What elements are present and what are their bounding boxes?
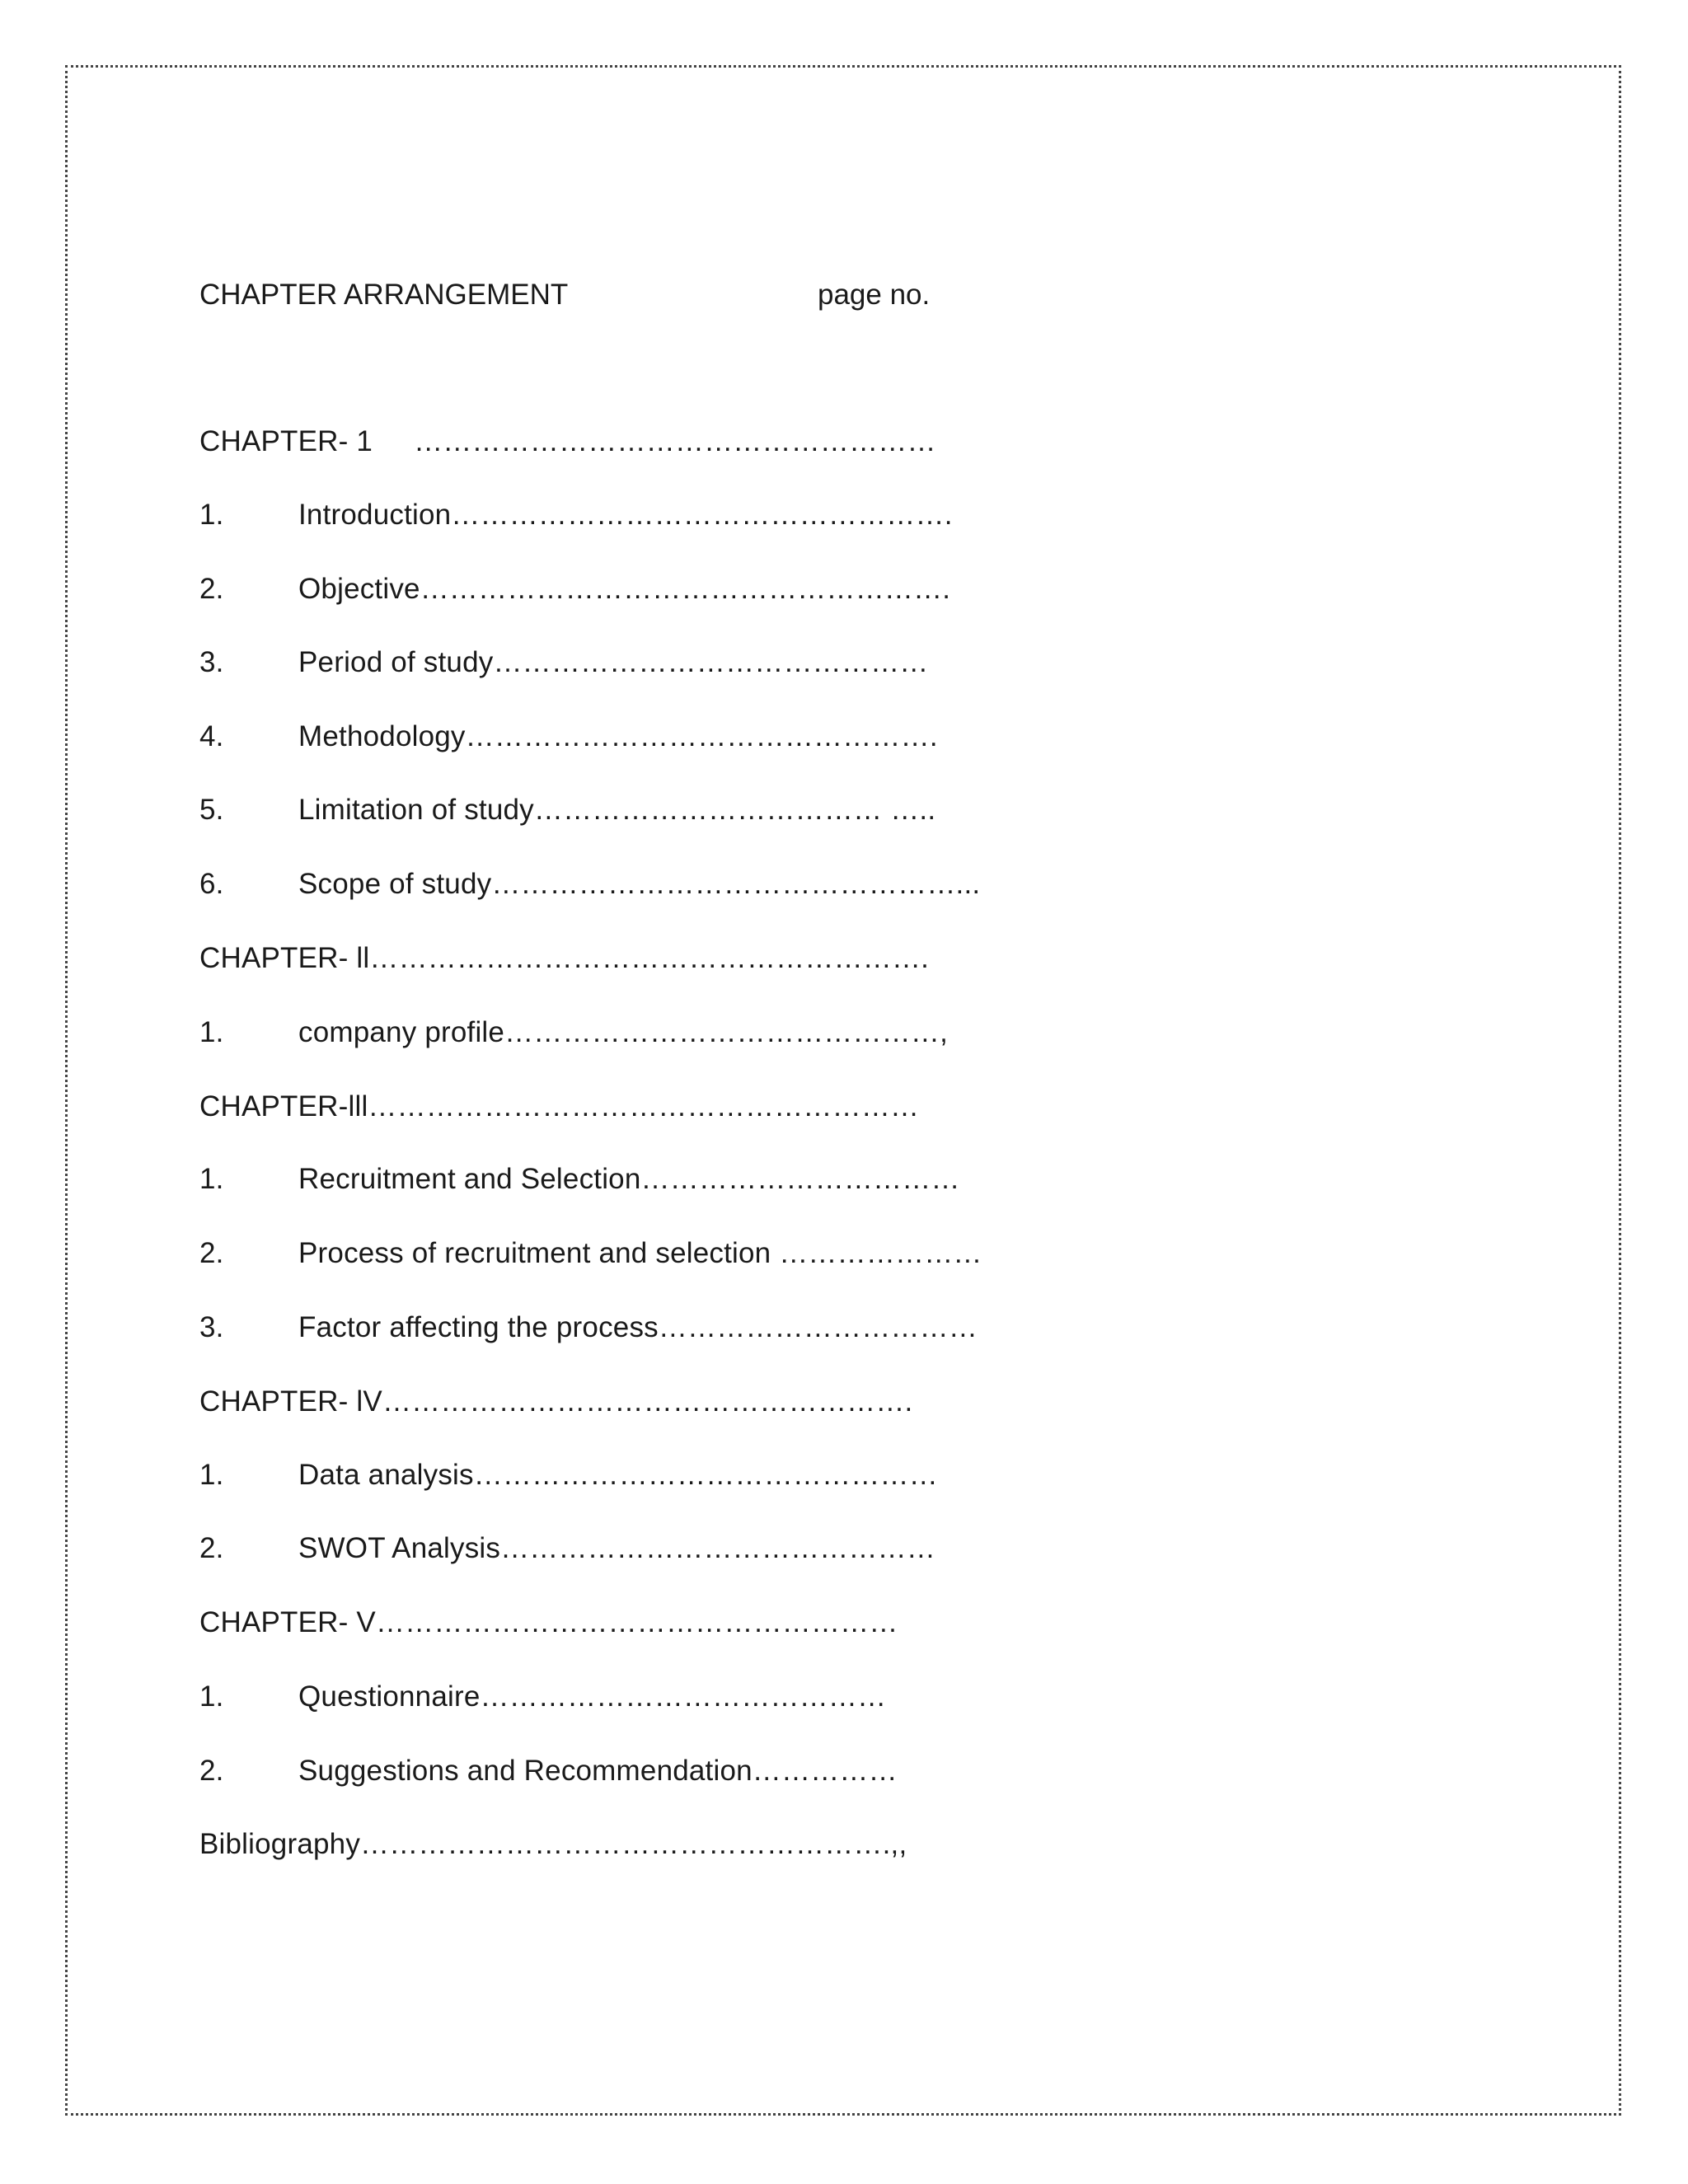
toc-item-label: Period of study……………………………………… <box>298 646 929 678</box>
toc-item-number: 5. <box>199 794 224 826</box>
toc-item-label: Questionnaire…………………………………… <box>298 1680 887 1713</box>
page-no-label: page no. <box>818 279 931 311</box>
toc-title: CHAPTER ARRANGEMENT <box>199 279 569 311</box>
toc-item-label: Factor affecting the process…………………………… <box>298 1311 978 1343</box>
toc-item-number: 1. <box>199 1163 224 1195</box>
toc-leader: ……………………………………………… <box>414 425 936 457</box>
toc-item-number: 1. <box>199 499 224 531</box>
toc-item-label: Scope of study…………………………………………... <box>298 868 981 900</box>
toc-label: CHAPTER- V……………………………………………… <box>199 1606 898 1638</box>
toc-label: Bibliography……………………………………………….,, <box>199 1828 907 1860</box>
toc-item-label: Methodology…………………………………………. <box>298 720 938 752</box>
toc-item-number: 6. <box>199 868 224 900</box>
toc-item <box>199 1748 898 1794</box>
toc-item-label: Introduction……………………………………………. <box>298 499 953 531</box>
toc-item <box>199 1305 978 1351</box>
toc-bibliography <box>199 1821 907 1868</box>
toc-item-number: 1. <box>199 1016 224 1048</box>
toc-item-label: SWOT Analysis……………………………………… <box>298 1532 936 1564</box>
toc-chapter-1 <box>199 419 936 465</box>
toc-item <box>199 1156 960 1202</box>
toc-chapter-2 <box>199 935 929 982</box>
toc-item <box>199 1010 948 1056</box>
toc-item <box>199 1452 938 1498</box>
toc-chapter-3 <box>199 1084 919 1130</box>
toc-item-label: Recruitment and Selection…………………………… <box>298 1163 960 1195</box>
toc-item <box>199 1230 982 1277</box>
toc-item-number: 4. <box>199 720 224 752</box>
toc-item-label: Limitation of study……………………………… ….. <box>298 794 936 826</box>
toc-chapter-5 <box>199 1600 898 1646</box>
toc-item <box>199 566 950 612</box>
toc-item <box>199 492 953 538</box>
toc-item <box>199 640 928 686</box>
toc-label: CHAPTER- lV………………………………………………. <box>199 1385 913 1418</box>
toc-item-label: Process of recruitment and selection ………………… <box>298 1237 982 1269</box>
toc-item-number: 2. <box>199 1755 224 1787</box>
toc-label: CHAPTER- ll…………………………………………………. <box>199 942 930 974</box>
toc-item-number: 2. <box>199 573 224 605</box>
toc-item-number: 3. <box>199 1311 224 1343</box>
toc-label: CHAPTER- 1 <box>199 425 373 457</box>
toc-chapter-4 <box>199 1379 912 1425</box>
toc-item-label: Data analysis………………………………………… <box>298 1459 938 1491</box>
toc-item-label: Suggestions and Recommendation…………… <box>298 1755 898 1787</box>
toc-item-label: Objective………………………………………………. <box>298 573 951 605</box>
toc-heading-row <box>199 272 1436 318</box>
toc-item-number: 2. <box>199 1532 224 1564</box>
toc-item <box>199 861 980 907</box>
toc-item-number: 3. <box>199 646 224 678</box>
toc-item <box>199 1674 886 1720</box>
toc-item <box>199 714 938 760</box>
toc-item-number: 2. <box>199 1237 224 1269</box>
toc-item-number: 1. <box>199 1459 224 1491</box>
toc-label: CHAPTER-lll………………………………………………… <box>199 1090 920 1122</box>
toc-item <box>199 1526 935 1572</box>
toc-item-number: 1. <box>199 1680 224 1713</box>
toc-item-label: company profile………………………………………, <box>298 1016 948 1048</box>
document-content <box>199 272 1436 1860</box>
toc-item <box>199 787 935 833</box>
